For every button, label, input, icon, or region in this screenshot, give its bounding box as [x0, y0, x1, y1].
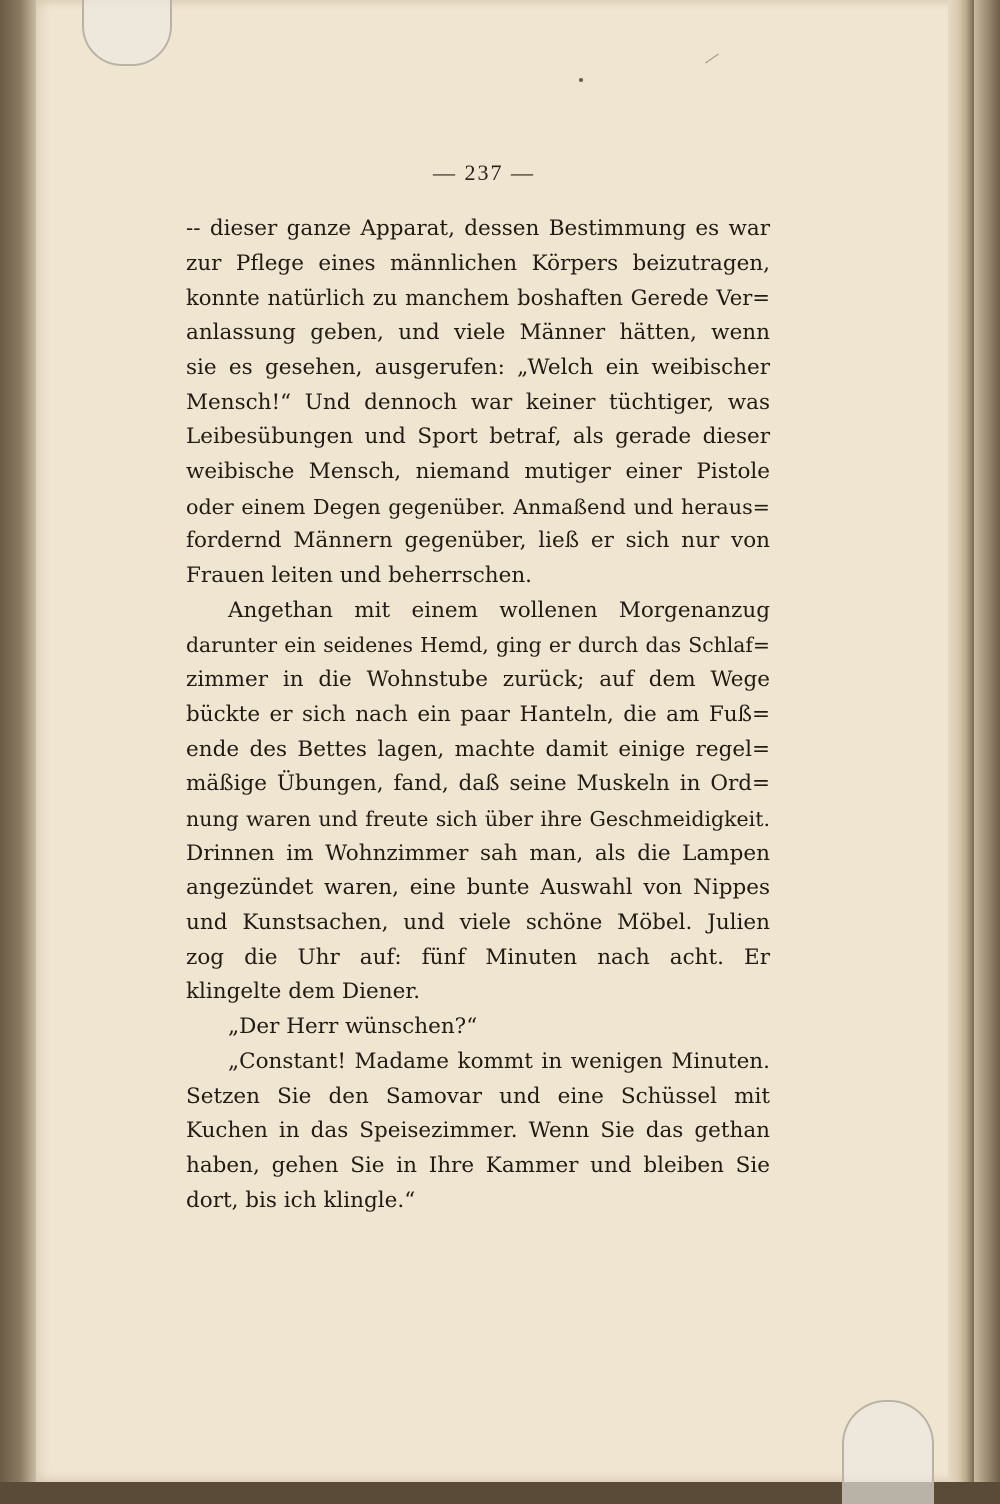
- text-line: und Kunstsachen, und viele schöne Möbel. Julien: [186, 910, 770, 936]
- page-edge: [948, 0, 974, 1482]
- text-line: zog die Uhr auf: fünf Minuten nach acht. Er: [186, 944, 770, 970]
- text-line: Frauen leiten und beherrschen.: [186, 563, 533, 589]
- text-line: „Constant! Madame kommt in wenigen Minuten.: [228, 1048, 770, 1074]
- text-line: Mensch!“ Und dennoch war keiner tüchtiger, was: [186, 389, 770, 415]
- text-line: weibische Mensch, niemand mutiger einer Pistole: [186, 458, 770, 484]
- text-line: klingelte dem Diener.: [186, 979, 421, 1005]
- text-line: fordernd Männern gegenüber, ließ er sich nur von: [186, 528, 770, 554]
- text-line: ende des Bettes lagen, machte damit einige regel=: [186, 736, 770, 762]
- text-line: sie es gesehen, ausgerufen: „Welch ein weibischer: [186, 354, 770, 380]
- text-line: Angethan mit einem wollenen Morgenanzug: [228, 597, 770, 623]
- text-line: haben, gehen Sie in Ihre Kammer und bleiben Sie: [186, 1152, 770, 1178]
- text-line: zur Pflege eines männlichen Körpers beizutragen,: [186, 250, 770, 276]
- text-line: dort, bis ich klingle.“: [186, 1187, 416, 1213]
- text-line: „Der Herr wünschen?“: [228, 1014, 478, 1040]
- text-line: angezündet waren, eine bunte Auswahl von Nippes: [186, 875, 770, 901]
- paper-speck: [579, 78, 583, 82]
- text-line: nung waren und freute sich über ihre Geschmeidigkeit.: [186, 806, 770, 831]
- page-number: — 237 —: [433, 160, 535, 185]
- text-line: Drinnen im Wohnzimmer sah man, als die Lampen: [186, 840, 770, 866]
- text-line: Setzen Sie den Samovar und eine Schüssel mit: [186, 1083, 770, 1109]
- text-line: oder einem Degen gegenüber. Anmaßend und heraus=: [186, 494, 770, 519]
- text-line: Kuchen in das Speisezimmer. Wenn Sie das gethan: [186, 1118, 770, 1144]
- text-line: darunter ein seidenes Hemd, ging er durch das Schlaf=: [186, 633, 770, 658]
- text-line: konnte natürlich zu manchem boshaften Gerede Ver=: [186, 285, 770, 311]
- text-line: Leibesübungen und Sport betraf, als gerade dieser: [186, 424, 770, 450]
- text-line: -- dieser ganze Apparat, dessen Bestimmung es war: [186, 216, 770, 241]
- text-line: zimmer in die Wohnstube zurück; auf dem Wege: [186, 667, 770, 693]
- text-line: bückte er sich nach ein paar Hanteln, die am Fuß=: [186, 701, 770, 727]
- page-holder-clip-bottom: [842, 1400, 934, 1504]
- body-text: [186, 212, 770, 1218]
- text-line: mäßige Übungen, fand, daß seine Muskeln in Ord=: [186, 771, 770, 797]
- text-line: anlassung geben, und viele Männer hätten, wenn: [186, 320, 770, 346]
